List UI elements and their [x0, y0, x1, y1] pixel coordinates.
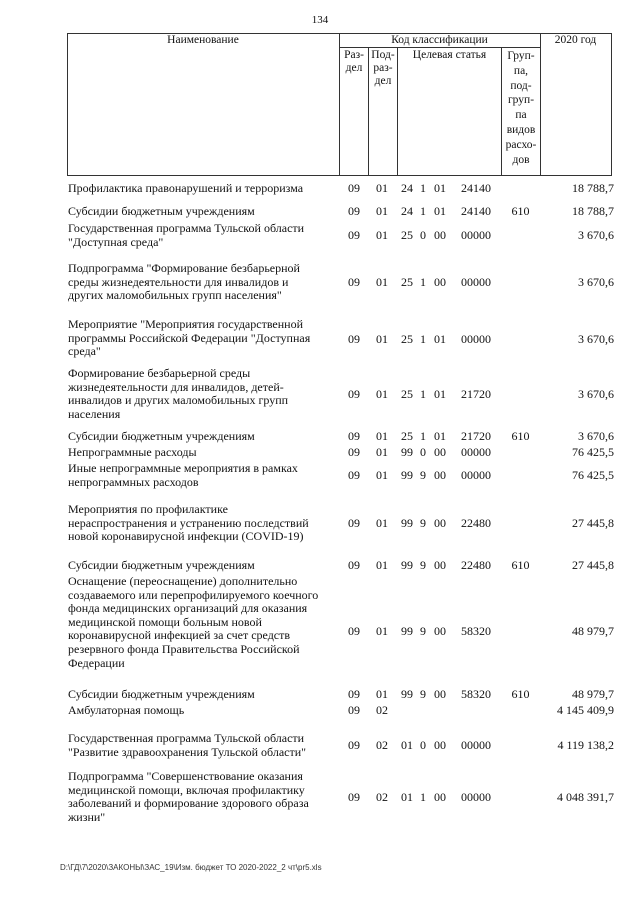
row-name-line: Субсидии бюджетным учреждениям — [68, 429, 255, 443]
code-target-sub: 0 — [420, 445, 426, 459]
code-podrazdel: 01 — [376, 204, 388, 218]
code-podrazdel: 01 — [376, 687, 388, 701]
row-name-line: среда" — [68, 344, 101, 359]
code-razdel: 09 — [348, 516, 360, 530]
code-razdel: 09 — [348, 790, 360, 804]
code-target-direction: 00000 — [461, 228, 491, 242]
code-target-sub: 1 — [420, 790, 426, 804]
code-target-sub: 1 — [420, 181, 426, 195]
code-target-program: 25 — [401, 429, 413, 443]
row-name-line: Государственная программа Тульской области — [68, 221, 305, 235]
code-target-direction: 22480 — [461, 516, 491, 530]
code-razdel: 09 — [348, 387, 360, 401]
code-target-main: 01 — [434, 429, 446, 443]
header-group-line: дов — [512, 153, 530, 166]
row-name-line: медицинской помощи, включая профилактику — [68, 782, 305, 797]
code-target-sub: 1 — [420, 204, 426, 218]
header-group-line: па, — [513, 64, 529, 77]
code-target-direction: 00000 — [461, 332, 491, 346]
code-target-direction: 00000 — [461, 468, 491, 482]
row-name — [68, 704, 330, 718]
row-name-line: "Развитие здравоохранения Тульской области" — [68, 744, 307, 759]
code-podrazdel: 02 — [376, 738, 388, 752]
row-name-line: жизнедеятельности для инвалидов, детей- — [68, 379, 284, 394]
row-name — [68, 182, 330, 196]
code-target-main: 00 — [434, 738, 446, 752]
header-group-line: Груп- — [507, 50, 535, 62]
row-amount: 3 670,6 — [578, 387, 614, 401]
code-target-direction: 22480 — [461, 558, 491, 572]
row-name — [68, 503, 330, 544]
code-target-main: 01 — [434, 204, 446, 218]
code-target-main: 00 — [434, 228, 446, 242]
header-target: Целевая статья — [412, 49, 487, 61]
row-amount: 4 145 409,9 — [557, 703, 614, 717]
code-target-sub: 1 — [420, 429, 426, 443]
header-name: Наименование — [167, 34, 239, 46]
header-group — [502, 49, 540, 167]
code-target-sub: 1 — [420, 275, 426, 289]
row-name — [68, 430, 330, 444]
code-razdel: 09 — [348, 558, 360, 572]
code-target-program: 01 — [401, 738, 413, 752]
row-name-line: Субсидии бюджетным учреждениям — [68, 687, 255, 701]
code-target-main: 01 — [434, 332, 446, 346]
row-name-line: "Доступная среда" — [68, 234, 164, 249]
code-podrazdel: 01 — [376, 445, 388, 459]
row-name-line: коронавирусной инфекцией за счет средств — [68, 628, 291, 643]
code-target-program: 99 — [401, 624, 413, 638]
header-classification: Код классификации — [391, 34, 488, 46]
code-target-main: 00 — [434, 790, 446, 804]
code-razdel: 09 — [348, 275, 360, 289]
row-name — [68, 575, 330, 670]
code-target-sub: 9 — [420, 687, 426, 701]
code-podrazdel: 01 — [376, 332, 388, 346]
header-group-line: груп- — [507, 94, 535, 107]
code-target-sub: 0 — [420, 228, 426, 242]
code-target-direction: 58320 — [461, 624, 491, 638]
row-amount: 18 788,7 — [572, 204, 614, 218]
row-name — [68, 688, 330, 702]
row-name — [68, 462, 330, 489]
row-amount: 48 979,7 — [572, 687, 614, 701]
code-target-program: 24 — [401, 204, 413, 218]
code-target-sub: 1 — [420, 332, 426, 346]
row-amount: 76 425,5 — [572, 468, 614, 482]
code-podrazdel: 02 — [376, 790, 388, 804]
code-target-main: 00 — [434, 624, 446, 638]
code-target-program: 99 — [401, 687, 413, 701]
code-target-direction: 24140 — [461, 204, 491, 218]
code-podrazdel: 01 — [376, 429, 388, 443]
row-name-line: резервного фонда Правительства Российской — [68, 641, 300, 656]
row-name-line: Иные непрограммные мероприятия в рамках — [68, 461, 298, 475]
row-name-line: других маломобильных групп населения" — [68, 288, 282, 303]
row-name — [68, 318, 330, 359]
code-razdel: 09 — [348, 332, 360, 346]
code-target-main: 00 — [434, 468, 446, 482]
code-target-program: 01 — [401, 790, 413, 804]
code-target-sub: 1 — [420, 387, 426, 401]
code-podrazdel: 01 — [376, 468, 388, 482]
row-amount: 4 119 138,2 — [557, 738, 614, 752]
code-podrazdel: 02 — [376, 703, 388, 717]
code-target-program: 99 — [401, 468, 413, 482]
row-name-line: новой коронавирусной инфекции (COVID-19) — [68, 529, 304, 544]
code-target-program: 25 — [401, 228, 413, 242]
code-target-main: 01 — [434, 387, 446, 401]
row-name — [68, 732, 330, 759]
code-razdel: 09 — [348, 687, 360, 701]
code-target-program: 25 — [401, 332, 413, 346]
code-podrazdel: 01 — [376, 387, 388, 401]
code-target-program: 99 — [401, 516, 413, 530]
row-name-line: Мероприятия по профилактике — [68, 502, 228, 516]
code-target-sub: 9 — [420, 558, 426, 572]
row-amount: 4 048 391,7 — [557, 790, 614, 804]
header-podrazdel-line: дел — [374, 75, 392, 87]
code-podrazdel: 01 — [376, 558, 388, 572]
row-name-line: нераспространения и устранению последствий — [68, 515, 309, 530]
header-group-line: па — [515, 109, 527, 122]
code-target-main: 00 — [434, 516, 446, 530]
header-podrazdel-line: Под- — [371, 49, 395, 61]
header-razdel — [340, 49, 368, 75]
code-expense-group: 610 — [511, 204, 530, 218]
code-target-program: 99 — [401, 445, 413, 459]
code-razdel: 09 — [348, 181, 360, 195]
code-razdel: 09 — [348, 204, 360, 218]
code-target-main: 00 — [434, 275, 446, 289]
row-name-line: Подпрограмма "Совершенствование оказания — [68, 769, 303, 783]
row-name-line: Оснащение (переоснащение) дополнительно — [68, 574, 298, 588]
row-name — [68, 262, 330, 303]
code-razdel: 09 — [348, 228, 360, 242]
code-podrazdel: 01 — [376, 275, 388, 289]
row-amount: 3 670,6 — [578, 332, 614, 346]
code-expense-group: 610 — [511, 558, 530, 572]
row-name-line: непрограммных расходов — [68, 474, 199, 489]
code-target-sub: 9 — [420, 516, 426, 530]
file-path-footer: D:\ГД\7\2020\ЗАКОНЫ\ЗАС_19\Изм. бюджет ТО 2020-2022_2 чт\pr5.xls — [60, 863, 322, 872]
code-target-main: 01 — [434, 181, 446, 195]
row-amount: 48 979,7 — [572, 624, 614, 638]
row-name-line: Непрограммные расходы — [68, 445, 197, 459]
code-target-program: 25 — [401, 275, 413, 289]
header-divider — [397, 47, 398, 175]
row-name-line: населения — [68, 406, 121, 421]
row-name-line: Государственная программа Тульской области — [68, 731, 305, 745]
header-divider — [540, 33, 541, 175]
code-razdel: 09 — [348, 429, 360, 443]
row-amount: 27 445,8 — [572, 516, 614, 530]
row-amount: 76 425,5 — [572, 445, 614, 459]
code-razdel: 09 — [348, 738, 360, 752]
code-podrazdel: 01 — [376, 181, 388, 195]
code-target-direction: 21720 — [461, 387, 491, 401]
header-razdel-line: Раз- — [344, 49, 364, 61]
row-name-line: программы Российской Федерации "Доступная — [68, 330, 311, 345]
code-target-direction: 00000 — [461, 790, 491, 804]
row-amount: 18 788,7 — [572, 181, 614, 195]
row-amount: 3 670,6 — [578, 429, 614, 443]
row-name-line: Субсидии бюджетным учреждениям — [68, 558, 255, 572]
code-target-direction: 21720 — [461, 429, 491, 443]
code-target-direction: 00000 — [461, 445, 491, 459]
row-name — [68, 367, 330, 421]
row-name-line: Субсидии бюджетным учреждениям — [68, 204, 255, 218]
code-podrazdel: 01 — [376, 228, 388, 242]
header-podrazdel-line: раз- — [373, 62, 393, 74]
header-year: 2020 год — [554, 34, 597, 46]
code-target-sub: 9 — [420, 468, 426, 482]
row-name — [68, 222, 330, 249]
header-razdel-line: дел — [345, 62, 363, 74]
code-razdel: 09 — [348, 703, 360, 717]
code-podrazdel: 01 — [376, 624, 388, 638]
row-name — [68, 205, 330, 219]
code-target-sub: 0 — [420, 738, 426, 752]
code-razdel: 09 — [348, 624, 360, 638]
row-name-line: Формирование безбарьерной среды — [68, 366, 251, 380]
code-expense-group: 610 — [511, 429, 530, 443]
code-target-sub: 9 — [420, 624, 426, 638]
code-target-program: 25 — [401, 387, 413, 401]
row-name-line: среды жизнедеятельности для инвалидов и — [68, 274, 289, 289]
code-target-direction: 58320 — [461, 687, 491, 701]
row-name-line: Мероприятие "Мероприятия государственной — [68, 317, 304, 331]
header-group-line: под- — [510, 79, 532, 92]
row-name-line: жизни" — [68, 809, 106, 824]
row-name-line: медицинской помощи больным новой — [68, 614, 262, 629]
code-target-direction: 00000 — [461, 275, 491, 289]
row-name-line: Профилактика правонарушений и терроризма — [68, 181, 304, 195]
code-target-main: 00 — [434, 445, 446, 459]
row-name-line: Федерации — [68, 655, 125, 670]
code-razdel: 09 — [348, 468, 360, 482]
header-group-line: расхо- — [505, 138, 537, 151]
row-name-line: инвалидов и других маломобильных групп — [68, 393, 289, 408]
row-name — [68, 559, 330, 573]
page-number: 134 — [311, 14, 329, 26]
header-podrazdel — [369, 49, 397, 88]
header-group-line: видов — [506, 123, 536, 136]
code-razdel: 09 — [348, 445, 360, 459]
row-name-line: Амбулаторная помощь — [68, 703, 185, 717]
code-target-program: 99 — [401, 558, 413, 572]
row-amount: 3 670,6 — [578, 275, 614, 289]
row-name-line: создаваемого или перепрофилируемого коечного — [68, 587, 319, 602]
row-name-line: заболеваний и формирование здорового образа — [68, 796, 309, 811]
row-amount: 3 670,6 — [578, 228, 614, 242]
row-name-line: фонда медицинских организаций для оказания — [68, 601, 308, 616]
code-podrazdel: 01 — [376, 516, 388, 530]
code-target-direction: 00000 — [461, 738, 491, 752]
code-target-direction: 24140 — [461, 181, 491, 195]
header-divider — [339, 47, 541, 48]
code-target-program: 24 — [401, 181, 413, 195]
row-name — [68, 770, 330, 824]
row-name-line: Подпрограмма "Формирование безбарьерной — [68, 261, 300, 275]
row-amount: 27 445,8 — [572, 558, 614, 572]
code-expense-group: 610 — [511, 687, 530, 701]
code-target-main: 00 — [434, 558, 446, 572]
code-target-main: 00 — [434, 687, 446, 701]
row-name — [68, 446, 330, 460]
